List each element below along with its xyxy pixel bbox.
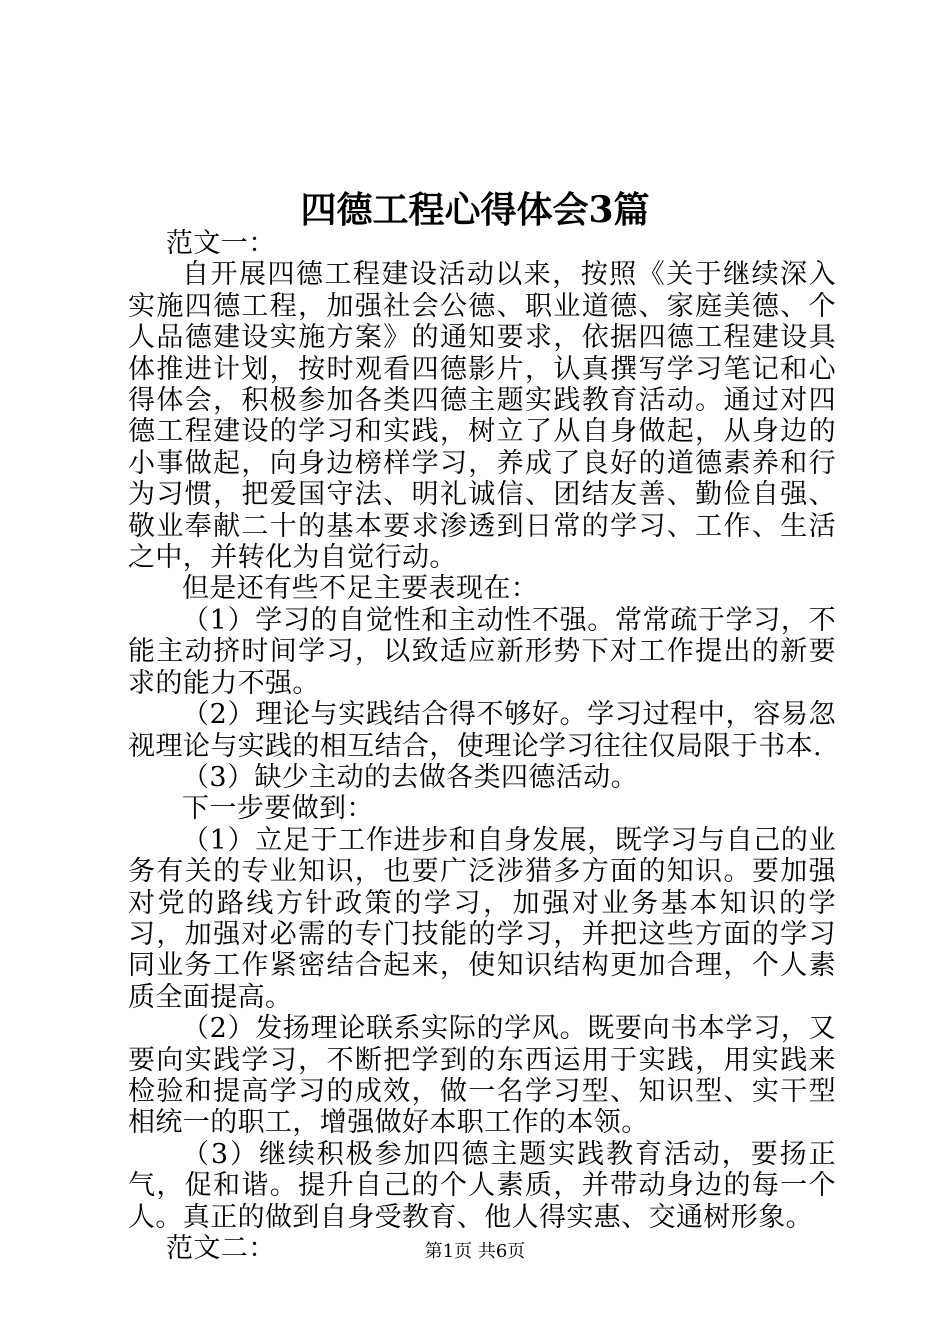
body-paragraph: （1）学习的自觉性和主动性不强。常常疏于学习，不能主动挤时间学习，以致适应新形势下对工作提出的新要求的能力不强。 [128,604,836,699]
body-paragraph: （2）理论与实践结合得不够好。学习过程中，容易忽视理论与实践的相互结合，使理论学习往往仅局限于书本. [128,699,836,762]
body-paragraph: （3）缺少主动的去做各类四德活动。 [182,761,638,793]
section-heading-fanwen-2: 范文二： [166,1233,276,1264]
section-heading-fanwen-1: 范文一： [166,228,276,259]
body-paragraph: 但是还有些不足主要表现在： [182,573,539,605]
document-title: 四德工程心得体会3篇 [300,189,650,231]
page-footer: 第1页 共6页 [424,1241,526,1262]
body-paragraph: （2）发扬理论联系实际的学风。既要向书本学习，又要向实践学习，不断把学到的东西运用于实践，用实践来检验和提高学习的成效，做一名学习型、知识型、实干型相统一的职工，增强做好本职工作的本领。 [128,1013,836,1139]
body-paragraph: 自开展四德工程建设活动以来，按照《关于继续深入实施四德工程，加强社会公德、职业道德、家庭美德、个人品德建设实施方案》的通知要求，依据四德工程建设具体推进计划，按时观看四德影片，认真撰写学习笔记和心得体会，积极参加各类四德主题实践教育活动。通过对四德工程建设的学习和实践，树立了从自身做起，从身边的小事做起，向身边榜样学习，养成了良好的道德素养和行为习惯，把爱国守法、明礼诚信、团结友善、勤俭自强、敬业奉献二十的基本要求渗透到日常的学习、工作、生活之中，并转化为自觉行动。 [128,259,836,574]
body-paragraph: （3）继续积极参加四德主题实践教育活动，要扬正气，促和谐。提升自己的个人素质，并带动身边的每一个人。真正的做到自身受教育、他人得实惠、交通树形象。 [128,1138,836,1233]
body-paragraph: 下一步要做到： [182,793,374,825]
document-body [128,228,836,1264]
body-paragraph: （1）立足于工作进步和自身发展，既学习与自己的业务有关的专业知识，也要广泛涉猎多方面的知识。要加强对党的路线方针政策的学习，加强对业务基本知识的学习，加强对必需的专门技能的学习，并把这些方面的学习同业务工作紧密结合起来，使知识结构更加合理，个人素质全面提高。 [128,824,836,1013]
